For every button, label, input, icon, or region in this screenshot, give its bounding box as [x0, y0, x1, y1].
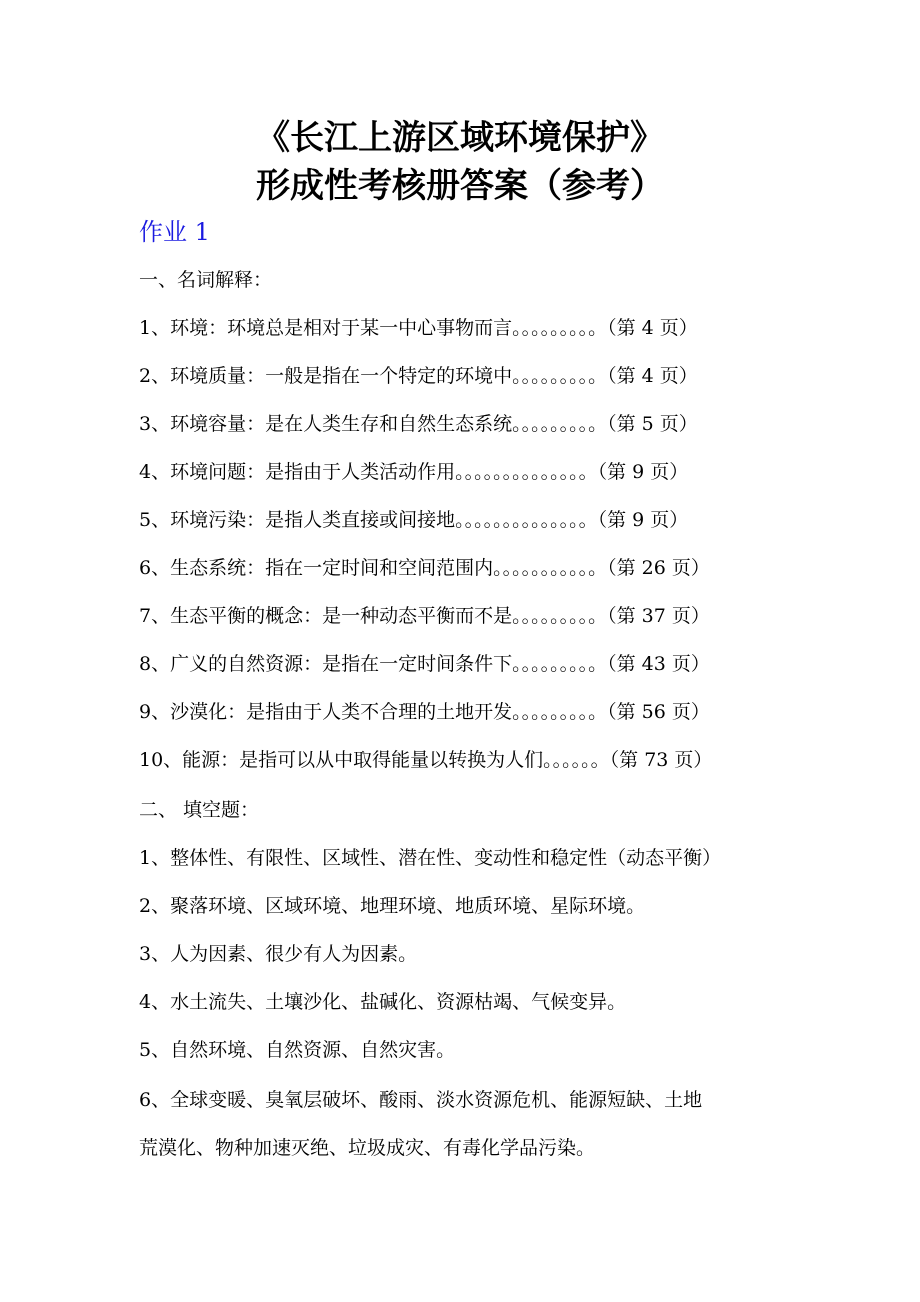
document-title-line-2: 形成性考核册答案（参考） [256, 166, 664, 206]
document-title-line-1: 《长江上游区域环境保护》 [256, 118, 664, 158]
term-item-7: 7、生态平衡的概念：是一种动态平衡而不是。。。。。。。。。（第 37 页） [139, 605, 710, 627]
term-item-10: 10、能源：是指可以从中取得能量以转换为人们。。。。。。（第 73 页） [139, 749, 713, 771]
part2-heading: 二、 填空题： [139, 799, 260, 821]
part1-heading: 一、名词解释： [139, 269, 273, 291]
fill-item-1: 1、整体性、有限性、区域性、潜在性、变动性和稳定性（动态平衡） [139, 847, 722, 869]
term-item-1: 1、环境：环境总是相对于某一中心事物而言。。。。。。。。。（第 4 页） [139, 317, 698, 339]
term-item-3: 3、环境容量：是在人类生存和自然生态系统。。。。。。。。。（第 5 页） [139, 413, 698, 435]
term-item-8: 8、广义的自然资源：是指在一定时间条件下。。。。。。。。。（第 43 页） [139, 653, 710, 675]
fill-item-2: 2、聚落环境、区域环境、地理环境、地质环境、星际环境。 [139, 895, 646, 917]
term-item-5: 5、环境污染：是指人类直接或间接地。。。。。。。。。。。。。。（第 9 页） [139, 509, 689, 531]
term-item-4: 4、环境问题：是指由于人类活动作用。。。。。。。。。。。。。。（第 9 页） [139, 461, 689, 483]
fill-item-6-continued: 荒漠化、物种加速灭绝、垃圾成灾、有毒化学品污染。 [139, 1137, 596, 1159]
section-heading: 作业 1 [139, 218, 210, 246]
fill-item-5: 5、自然环境、自然资源、自然灾害。 [139, 1039, 456, 1061]
fill-item-4: 4、水土流失、土壤沙化、盐碱化、资源枯竭、气候变异。 [139, 991, 627, 1013]
term-item-9: 9、沙漠化：是指由于人类不合理的土地开发。。。。。。。。。（第 56 页） [139, 701, 710, 723]
term-item-6: 6、生态系统：指在一定时间和空间范围内。。。。。。。。。。。（第 26 页） [139, 557, 710, 579]
fill-item-6: 6、全球变暖、臭氧层破坏、酸雨、淡水资源危机、能源短缺、土地 [139, 1089, 703, 1111]
fill-item-3: 3、人为因素、很少有人为因素。 [139, 943, 418, 965]
term-item-2: 2、环境质量：一般是指在一个特定的环境中。。。。。。。。。（第 4 页） [139, 365, 698, 387]
